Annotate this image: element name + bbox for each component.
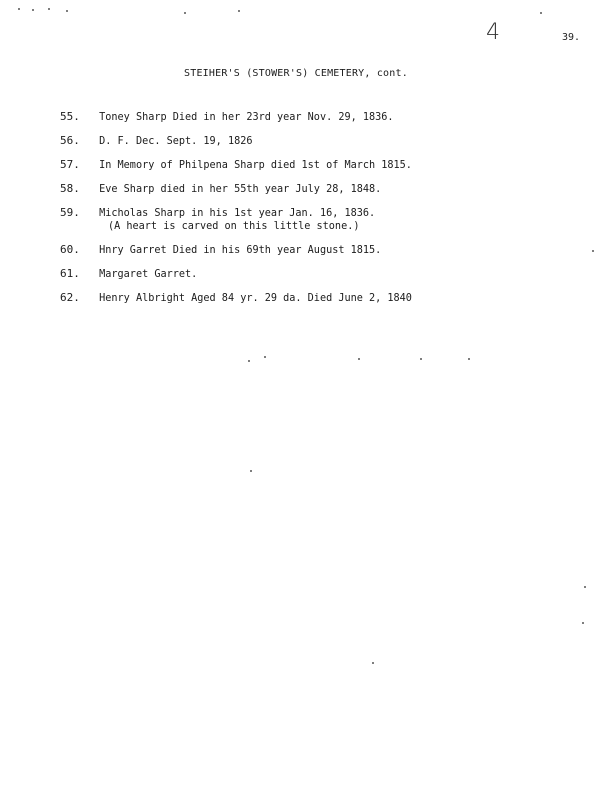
scan-speck [248, 360, 250, 362]
burial-entry-list [60, 110, 580, 315]
scan-speck [584, 586, 586, 588]
scan-speck [66, 10, 68, 12]
entry-text: Eve Sharp died in her 55th year July 28, 1848. [99, 184, 382, 195]
entry-note: (A heart is carved on this little stone.) [108, 221, 360, 232]
entry-text: Toney Sharp Died in her 23rd year Nov. 29, 1836. [99, 112, 394, 123]
scan-speck [184, 12, 186, 14]
entry-number: 59. [60, 206, 80, 219]
scan-speck [420, 358, 422, 360]
entry-number: 62. [60, 291, 80, 304]
entry-number: 58. [60, 182, 80, 195]
scan-speck [540, 12, 542, 14]
entry-number: 57. [60, 158, 80, 171]
list-item [60, 158, 580, 172]
list-item [60, 110, 580, 124]
scan-speck [592, 250, 594, 252]
scan-speck [250, 470, 252, 472]
entry-number: 55. [60, 110, 80, 123]
entry-number: 56. [60, 134, 80, 147]
scan-speck [48, 8, 50, 10]
entry-text: In Memory of Philpena Sharp died 1st of March 1815. [99, 160, 412, 171]
handwritten-page-mark: 4 [486, 20, 500, 45]
list-item [60, 134, 580, 148]
list-item [60, 243, 580, 257]
scan-speck [18, 8, 20, 10]
page-number: 39. [562, 32, 581, 43]
entry-number: 61. [60, 267, 80, 280]
entry-number: 60. [60, 243, 80, 256]
scan-speck [238, 10, 240, 12]
entry-text: Margaret Garret. [99, 269, 198, 280]
scan-speck [372, 662, 374, 664]
scan-speck [582, 622, 584, 624]
entry-text: Hnry Garret Died in his 69th year August 1815. [99, 245, 382, 256]
list-item [60, 182, 580, 196]
entry-text: D. F. Dec. Sept. 19, 1826 [99, 136, 253, 147]
scan-speck [32, 9, 34, 11]
scan-speck [264, 356, 266, 358]
list-item [60, 291, 580, 305]
entry-text: Micholas Sharp in his 1st year Jan. 16, 1836. [99, 208, 376, 219]
scan-speck [358, 358, 360, 360]
page-title: STEIHER'S (STOWER'S) CEMETERY, cont. [184, 68, 408, 79]
list-item [60, 267, 580, 281]
entry-text: Henry Albright Aged 84 yr. 29 da. Died June 2, 1840 [99, 293, 412, 304]
scan-speck [468, 358, 470, 360]
list-item [60, 206, 580, 233]
